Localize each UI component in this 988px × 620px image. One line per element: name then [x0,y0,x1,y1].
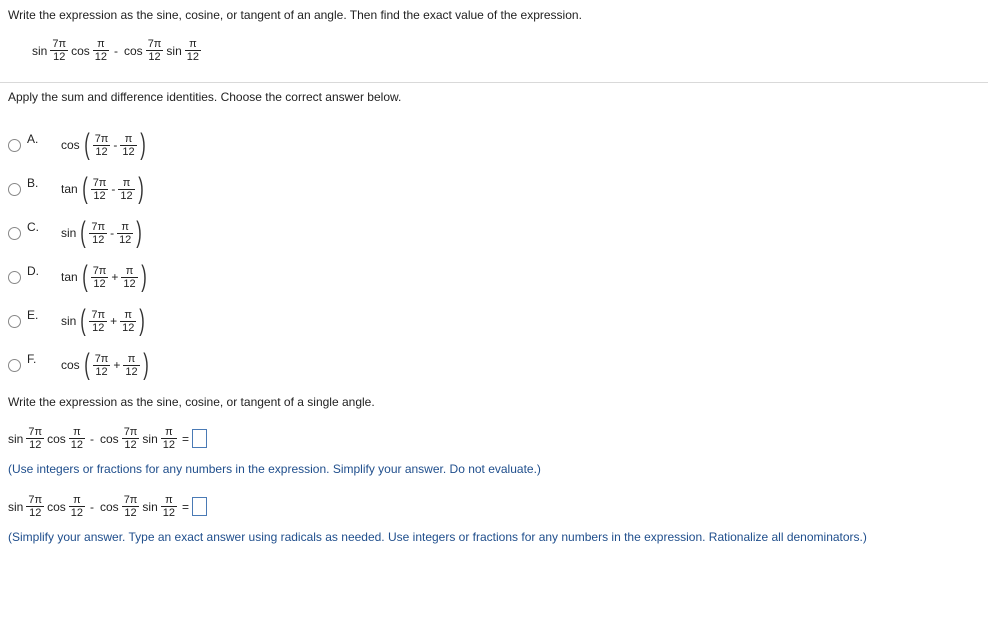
part2-instruction: Write the expression as the sine, cosine, or tangent of a single angle. [8,395,375,409]
denominator: 12 [186,51,199,63]
fraction-pi-12 [120,309,136,334]
choice-row[interactable] [8,350,151,380]
fn-cos: cos [71,43,90,58]
numerator: π [125,264,134,277]
choice-function: cos [61,138,80,152]
denominator: 12 [92,233,105,246]
choice-letter: E. [27,308,39,322]
choice-radio[interactable] [8,183,21,196]
numerator: 7π [52,38,67,50]
choice-row[interactable] [8,174,146,204]
denominator: 12 [95,365,108,378]
right-paren: ) [137,172,144,205]
choice-row[interactable] [8,262,149,292]
choice-operator: - [113,138,118,152]
single-angle-answer-input[interactable] [192,429,207,448]
denominator: 12 [29,507,42,519]
denominator: 12 [93,277,106,290]
left-paren: ( [83,348,90,381]
question-expression [30,38,202,63]
choice-row[interactable] [8,130,148,160]
equals-sign: = [182,499,190,514]
denominator: 12 [120,189,133,202]
fraction-pi-12 [161,494,177,519]
fn-cos: cos [100,499,119,514]
numerator: 7π [147,38,162,50]
fn-sin: sin [142,499,158,514]
denominator: 12 [29,439,42,451]
fraction-pi-12 [185,38,201,63]
numerator: π [73,494,81,506]
choice-prompt: Apply the sum and difference identities. Choose the correct answer below. [8,90,402,104]
numerator: 7π [123,426,138,438]
left-paren: ( [81,172,88,205]
fn-sin: sin [8,499,24,514]
left-paren: ( [81,260,88,293]
minus-sign: - [114,43,118,58]
choice-radio[interactable] [8,315,21,328]
numerator: π [189,38,197,50]
denominator: 12 [123,277,136,290]
numerator: 7π [92,176,107,189]
choice-radio[interactable] [8,271,21,284]
numerator: π [124,308,132,321]
fraction-pi-12 [161,426,177,451]
choice-letter: D. [27,264,39,278]
answer-row-2 [6,494,207,519]
equals-sign: = [182,431,190,446]
choice-function: cos [61,358,80,372]
fn-sin: sin [166,43,182,58]
fraction-7pi-12 [26,494,44,519]
numerator: 7π [94,132,109,145]
left-paren: ( [80,304,87,337]
fraction-7pi-12 [89,309,107,334]
denominator: 12 [119,233,132,246]
fn-cos: cos [100,431,119,446]
fraction-pi-12 [69,426,85,451]
left-paren: ( [80,216,87,249]
fn-sin: sin [142,431,158,446]
hint-2: (Simplify your answer. Type an exact answer using radicals as needed. Use integers or fractions for any numbers in the expression. Rationalize all denominators.) [8,530,867,544]
minus-sign: - [90,499,94,514]
numerator: π [165,494,173,506]
fn-cos: cos [47,431,66,446]
fraction-7pi-12 [91,265,109,290]
choice-function: sin [61,314,77,328]
denominator: 12 [162,439,175,451]
choice-radio[interactable] [8,359,21,372]
numerator: π [124,132,133,145]
choice-function: tan [61,182,78,196]
numerator: 7π [28,494,43,506]
fn-sin: sin [32,43,48,58]
fraction-7pi-12 [93,133,111,158]
fraction-7pi-12 [146,38,164,63]
numerator: 7π [92,264,107,277]
choice-radio[interactable] [8,139,21,152]
answer-row-1 [6,426,207,451]
fraction-7pi-12 [122,494,140,519]
hint-1: (Use integers or fractions for any numbers in the expression. Simplify your answer. Do not evaluate.) [8,462,541,476]
numerator: 7π [91,308,106,321]
numerator: π [165,426,173,438]
denominator: 12 [94,51,107,63]
right-paren: ) [142,348,149,381]
choice-letter: C. [27,220,39,234]
denominator: 12 [122,321,135,334]
choice-letter: A. [27,132,39,146]
fn-cos: cos [124,43,143,58]
right-paren: ) [136,216,143,249]
denominator: 12 [162,507,175,519]
choice-operator: + [110,314,118,328]
right-paren: ) [140,260,147,293]
denominator: 12 [95,145,108,158]
fraction-7pi-12 [89,221,107,246]
numerator: π [127,352,136,365]
choice-function: sin [61,226,77,240]
numerator: π [121,220,129,233]
fraction-7pi-12 [26,426,44,451]
numerator: π [122,176,131,189]
numerator: 7π [94,352,109,365]
numerator: 7π [28,426,43,438]
choice-function: tan [61,270,78,284]
fraction-pi-12 [69,494,85,519]
fraction-7pi-12 [50,38,68,63]
denominator: 12 [92,321,105,334]
fraction-pi-12 [120,133,136,158]
choice-operator: - [111,182,116,196]
fraction-7pi-12 [93,353,111,378]
fraction-7pi-12 [91,177,109,202]
denominator: 12 [93,189,106,202]
denominator: 12 [53,51,66,63]
fn-cos: cos [47,499,66,514]
left-paren: ( [83,128,90,161]
numerator: 7π [123,494,138,506]
fraction-pi-12 [93,38,109,63]
fn-sin: sin [8,431,24,446]
choice-operator: + [111,270,119,284]
fraction-pi-12 [117,221,133,246]
denominator: 12 [122,145,135,158]
right-paren: ) [139,128,146,161]
right-paren: ) [139,304,146,337]
choice-letter: F. [27,352,37,366]
choice-operator: - [110,226,115,240]
denominator: 12 [70,439,83,451]
choice-operator: + [113,358,121,372]
numerator: π [73,426,81,438]
question-instruction: Write the expression as the sine, cosine, or tangent of an angle. Then find the exact value of the expression. [8,8,582,22]
denominator: 12 [124,507,137,519]
numerator: π [97,38,105,50]
denominator: 12 [125,365,138,378]
denominator: 12 [70,507,83,519]
fraction-7pi-12 [122,426,140,451]
numerator: 7π [91,220,106,233]
fraction-pi-12 [118,177,134,202]
minus-sign: - [90,431,94,446]
exact-value-answer-input[interactable] [192,497,207,516]
choice-radio[interactable] [8,227,21,240]
fraction-pi-12 [123,353,139,378]
choice-letter: B. [27,176,39,190]
denominator: 12 [148,51,161,63]
choice-row[interactable] [8,218,144,248]
divider [0,82,988,83]
denominator: 12 [124,439,137,451]
choice-row[interactable] [8,306,147,336]
fraction-pi-12 [121,265,137,290]
